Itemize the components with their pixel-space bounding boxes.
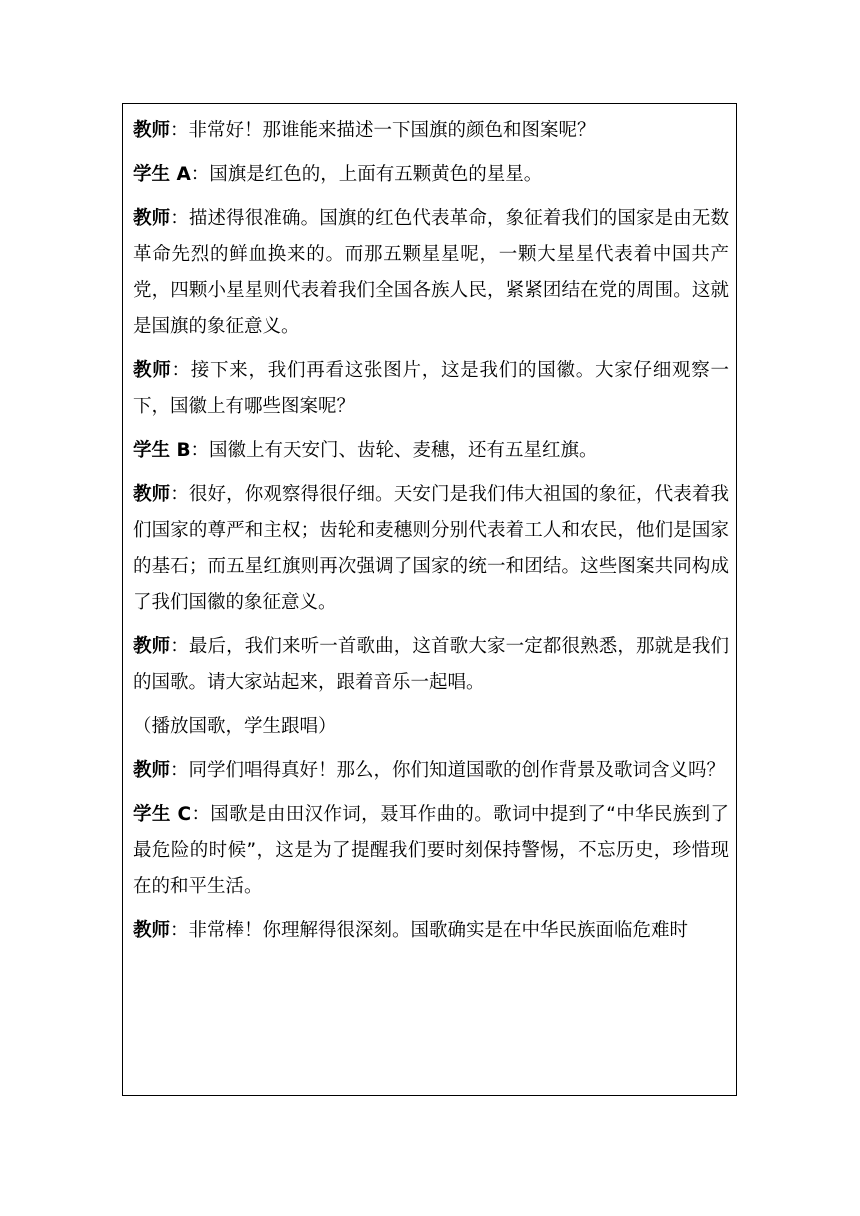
dialogue-text: ：接下来，我们再看这张图片，这是我们的国徽。大家仔细观察一下，国徽上有哪些图案呢？ bbox=[133, 360, 729, 417]
dialogue-text: ：非常好！那谁能来描述一下国旗的颜色和图案呢？ bbox=[170, 120, 596, 141]
dialogue-text: ：国徽上有天安门、齿轮、麦穗，还有五星红旗。 bbox=[190, 440, 598, 461]
dialogue-paragraph bbox=[133, 913, 729, 949]
dialogue-paragraph bbox=[133, 433, 729, 469]
dialogue-paragraph bbox=[133, 157, 729, 193]
speaker-label: 教师 bbox=[133, 360, 172, 381]
dialogue-text: ：很好，你观察得很仔细。天安门是我们伟大祖国的象征，代表着我们国家的尊严和主权；齿轮和麦穗则分别代表着工人和农民，他们是国家的基石；而五星红旗则再次强调了国家的统一和团结。这些图案共同构成了我们国徽的象征意义。 bbox=[133, 484, 729, 613]
dialogue-content bbox=[133, 113, 729, 957]
dialogue-text: ：非常棒！你理解得很深刻。国歌确实是在中华民族面临危难时 bbox=[170, 920, 689, 941]
dialogue-paragraph bbox=[133, 353, 729, 425]
speaker-label: 教师 bbox=[133, 760, 171, 781]
speaker-label: 教师 bbox=[133, 636, 171, 657]
speaker-label: 教师 bbox=[133, 920, 171, 941]
speaker-label: 教师 bbox=[133, 120, 171, 141]
dialogue-paragraph bbox=[133, 629, 729, 701]
speaker-label: 教师 bbox=[133, 484, 171, 505]
dialogue-paragraph bbox=[133, 113, 729, 149]
dialogue-text: （播放国歌，学生跟唱） bbox=[133, 716, 337, 737]
dialogue-text: ：同学们唱得真好！那么，你们知道国歌的创作背景及歌词含义吗？ bbox=[170, 760, 726, 781]
dialogue-paragraph bbox=[133, 201, 729, 345]
dialogue-text: ：国歌是由田汉作词，聂耳作曲的。歌词中提到了“中华民族到了最危险的时候”，这是为了提醒我们要时刻保持警惕，不忘历史，珍惜现在的和平生活。 bbox=[133, 804, 729, 897]
dialogue-paragraph bbox=[133, 797, 729, 905]
dialogue-text: ：描述得很准确。国旗的红色代表革命，象征着我们的国家是由无数革命先烈的鲜血换来的。而那五颗星星呢，一颗大星星代表着中国共产党，四颗小星星则代表着我们全国各族人民，紧紧团结在党的周围。这就是国旗的象征意义。 bbox=[133, 208, 729, 337]
speaker-label: 教师 bbox=[133, 208, 171, 229]
speaker-label: 学生 A bbox=[133, 164, 191, 185]
dialogue-text: ：国旗是红色的，上面有五颗黄色的星星。 bbox=[190, 164, 543, 185]
speaker-label: 学生 B bbox=[133, 440, 191, 461]
dialogue-paragraph bbox=[133, 753, 729, 789]
speaker-label: 学生 C bbox=[133, 804, 192, 825]
dialogue-paragraph bbox=[133, 477, 729, 621]
table-cell-frame bbox=[122, 103, 737, 1096]
stage-direction bbox=[133, 709, 729, 745]
dialogue-text: ：最后，我们来听一首歌曲，这首歌大家一定都很熟悉，那就是我们的国歌。请大家站起来，跟着音乐一起唱。 bbox=[133, 636, 729, 693]
